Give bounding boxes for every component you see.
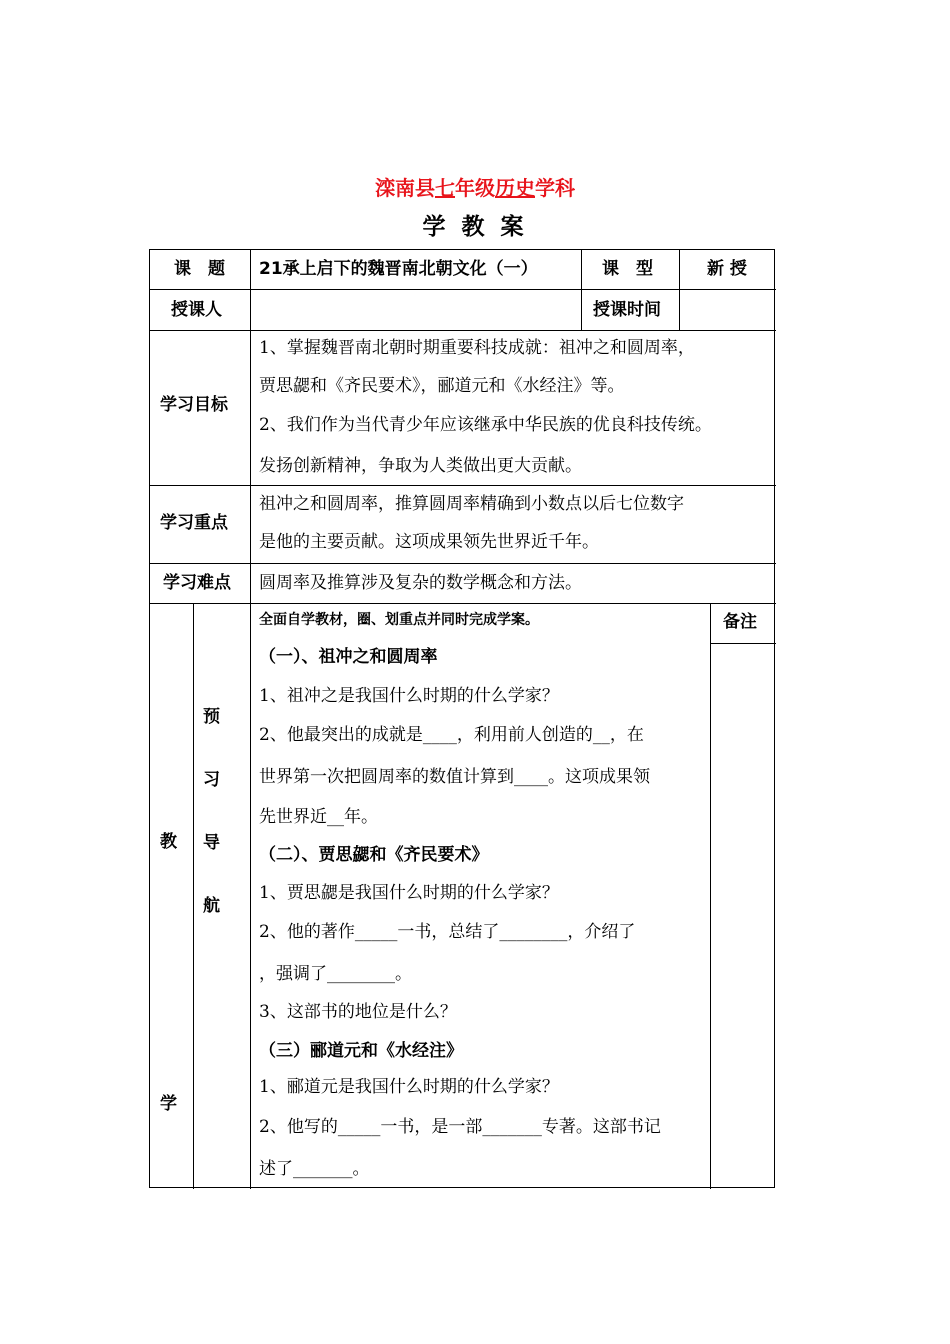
time-label: 授课时间 [593, 300, 661, 320]
teaching-label-xue: 学 [160, 1094, 177, 1114]
title-discipline: 学科 [535, 176, 575, 200]
s3-question-1: 1、郦道元是我国什么时期的什么学家？ [259, 1077, 559, 1097]
s2-question-2-line-1: 2、他的著作_____一书，总结了________，介绍了 [259, 922, 636, 942]
topic-label: 课 题 [174, 259, 225, 279]
s1-question-2-line-2: 世界第一次把圆周率的数值计算到____。这项成果领 [259, 767, 650, 787]
preview-label-4: 航 [203, 896, 220, 916]
goals-line-4: 发扬创新精神，争取为人类做出更大贡献。 [259, 456, 582, 476]
type-value: 新 授 [707, 259, 747, 279]
document-title [0, 172, 950, 201]
section2-heading: （二）、贾思勰和《齐民要术》 [259, 845, 489, 865]
topic-value: 21承上启下的魏晋南北朝文化（一） [259, 259, 538, 279]
s2-question-3: 3、这部书的地位是什么？ [259, 1002, 457, 1022]
preview-label-2: 习 [203, 770, 220, 790]
s1-question-1: 1、祖冲之是我国什么时期的什么学家？ [259, 686, 559, 706]
s3-question-2-line-1: 2、他写的_____一书，是一部_______专著。这部书记 [259, 1117, 661, 1137]
remarks-label: 备注 [723, 612, 757, 632]
document-subtitle: 学 教 案 [422, 214, 528, 240]
lesson-plan-table [149, 249, 775, 1188]
key-points-label: 学习重点 [160, 513, 228, 533]
teacher-label: 授课人 [171, 300, 222, 320]
section3-heading: （三）郦道元和《水经注》 [259, 1041, 463, 1061]
difficulties-text: 圆周率及推算涉及复杂的数学概念和方法。 [259, 573, 582, 593]
instruction-text: 全面自学教材，圈、划重点并同时完成学案。 [259, 612, 539, 628]
goals-line-2: 贾思勰和《齐民要术》，郦道元和《水经注》等。 [259, 376, 625, 396]
key-points-line-1: 祖冲之和圆周率，推算圆周率精确到小数点以后七位数字 [259, 494, 684, 514]
s2-question-2-line-2: ，强调了________。 [259, 964, 412, 984]
key-points-line-2: 是他的主要贡献。这项成果领先世界近千年。 [259, 532, 599, 552]
s2-question-1: 1、贾思勰是我国什么时期的什么学家？ [259, 883, 559, 903]
goals-line-3: 2、我们作为当代青少年应该继承中华民族的优良科技传统。 [259, 415, 712, 435]
title-subject: 历史 [495, 176, 535, 200]
type-label: 课 型 [602, 259, 653, 279]
preview-label-1: 预 [203, 707, 220, 727]
goals-line-1: 1、掌握魏晋南北朝时期重要科技成就：祖冲之和圆周率， [259, 338, 695, 358]
title-grade-number: 七 [435, 176, 455, 200]
title-grade: 年级 [455, 176, 495, 200]
difficulties-label: 学习难点 [163, 573, 231, 593]
s1-question-2-line-3: 先世界近__年。 [259, 807, 378, 827]
preview-label-3: 导 [203, 833, 220, 853]
goals-label: 学习目标 [160, 395, 228, 415]
section1-heading: （一）、祖冲之和圆周率 [259, 647, 438, 667]
teaching-label-jiao: 教 [160, 832, 177, 852]
s1-question-2-line-1: 2、他最突出的成就是____，利用前人创造的__，在 [259, 725, 644, 745]
title-county: 滦南县 [375, 176, 435, 200]
s3-question-2-line-2: 述了_______。 [259, 1159, 370, 1179]
